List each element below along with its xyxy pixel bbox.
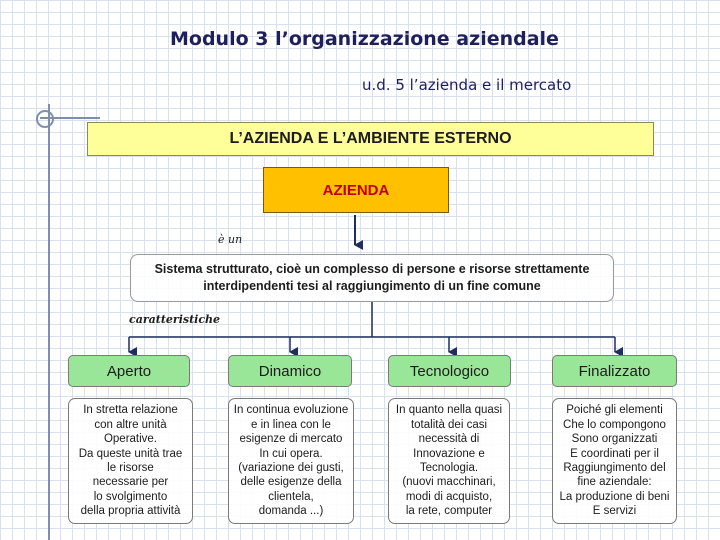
characteristic-description-finalizzato: Poiché gli elementi Che lo compongono Sono organizzati E coordinati per il Raggiungimento del fine aziendale: La produzione di beni E servizi	[552, 398, 677, 524]
branch-label-caratteristiche: caratteristiche	[129, 313, 221, 326]
azienda-box: AZIENDA	[263, 167, 449, 213]
characteristic-header-tecnologico: Tecnologico	[388, 355, 511, 387]
definition-box: Sistema strutturato, cioè un complesso di persone e risorse strettamente interdipendenti tesi al raggiungimento di un fine comune	[130, 254, 614, 302]
characteristic-header-finalizzato: Finalizzato	[552, 355, 677, 387]
characteristic-header-dinamico: Dinamico	[228, 355, 352, 387]
characteristic-description-aperto: In stretta relazione con altre unità Operative. Da queste unità trae le risorse necessarie per lo svolgimento della propria attività	[68, 398, 193, 524]
banner-ambiente-esterno: L’AZIENDA E L’AMBIENTE ESTERNO	[87, 122, 654, 156]
slide-subtitle: u.d. 5 l’azienda e il mercato	[362, 76, 572, 94]
characteristic-header-aperto: Aperto	[68, 355, 190, 387]
characteristic-description-tecnologico: In quanto nella quasi totalità dei casi necessità di Innovazione e Tecnologia. (nuovi macchinari, modi di acquisto, la rete, computer	[388, 398, 510, 524]
connector-label-e-un: è un	[218, 233, 243, 246]
characteristic-description-dinamico: In continua evoluzione e in linea con le esigenze di mercato In cui opera. (variazione dei gusti, delle esigenze della clientela, domanda ...)	[228, 398, 354, 524]
slide-title: Modulo 3 l’organizzazione aziendale	[170, 28, 559, 50]
